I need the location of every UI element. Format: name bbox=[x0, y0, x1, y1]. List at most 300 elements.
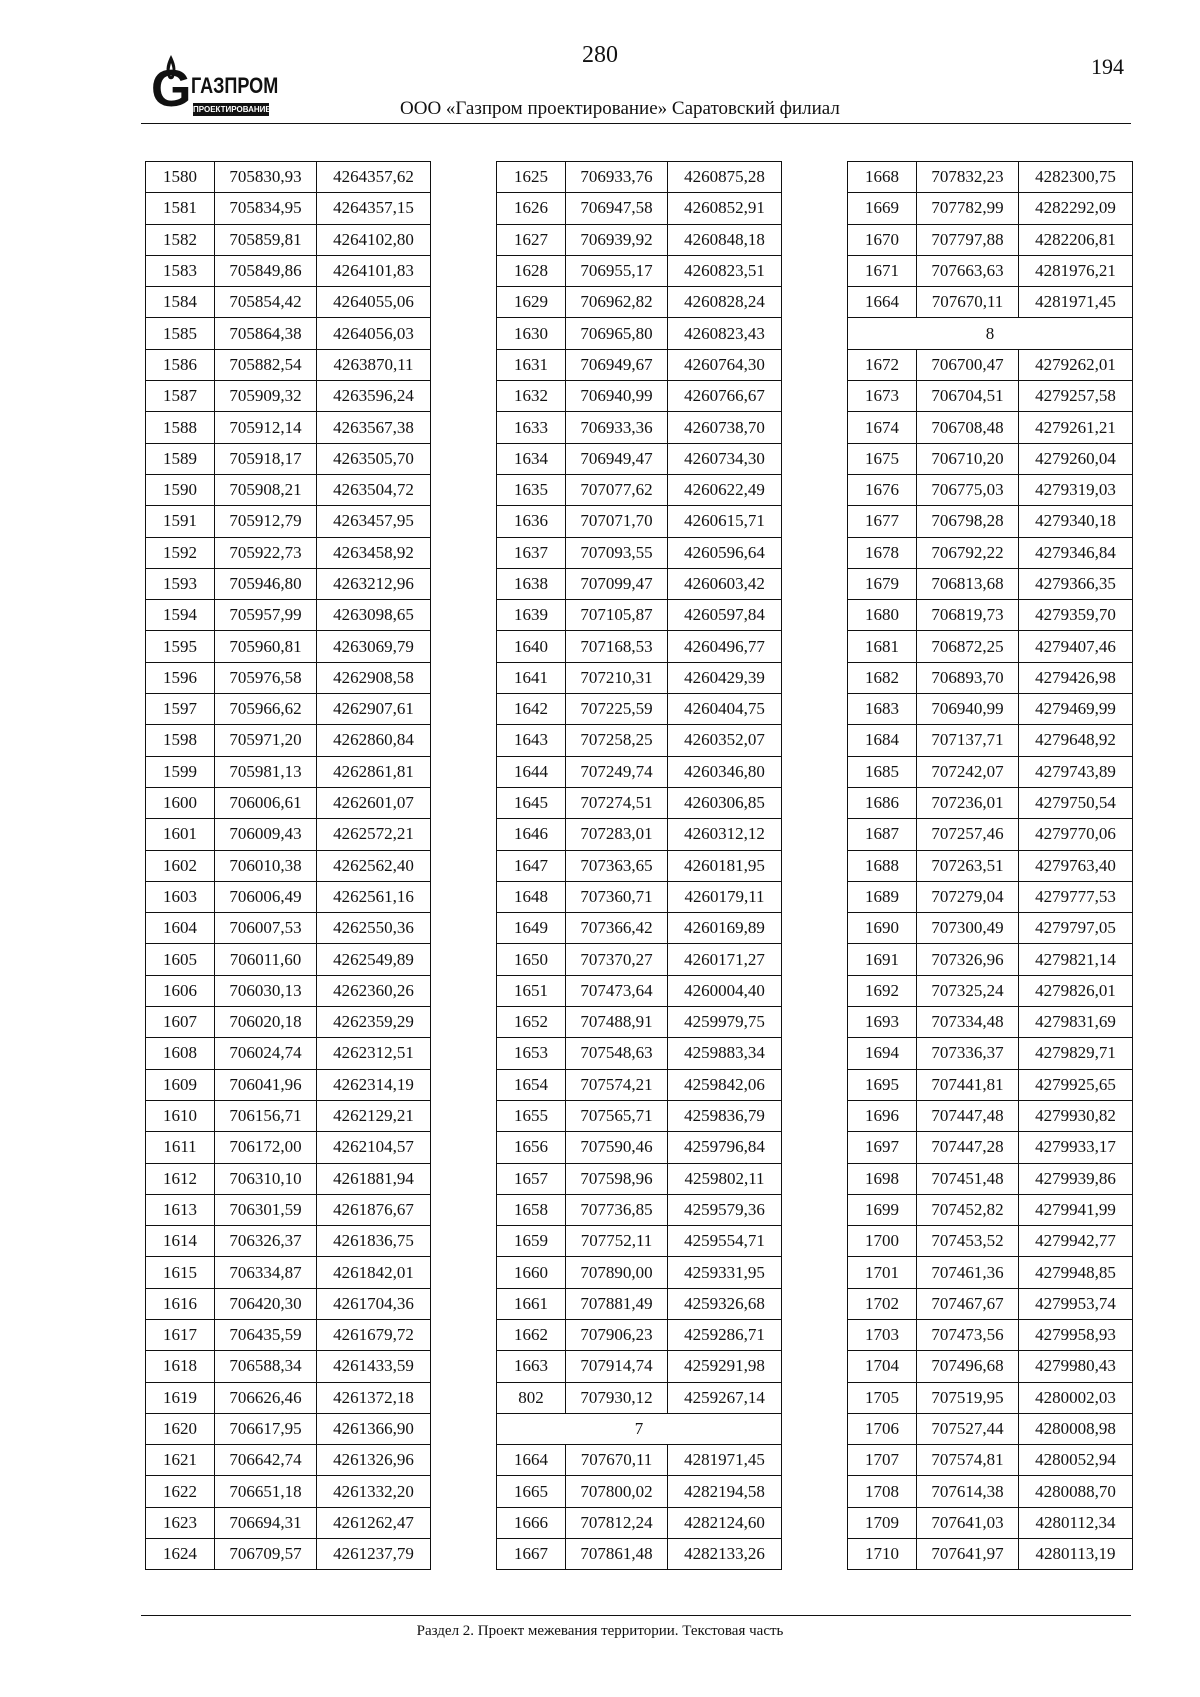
table-row bbox=[848, 881, 1133, 912]
y-coordinate-cell: 4260764,30 bbox=[668, 349, 782, 380]
point-number-cell: 1651 bbox=[497, 975, 566, 1006]
point-number-cell: 1671 bbox=[848, 255, 917, 286]
y-coordinate-cell: 4263069,79 bbox=[317, 631, 431, 662]
x-coordinate-cell: 705834,95 bbox=[215, 193, 317, 224]
x-coordinate-cell: 707366,42 bbox=[566, 913, 668, 944]
x-coordinate-cell: 707527,44 bbox=[917, 1413, 1019, 1444]
y-coordinate-cell: 4260004,40 bbox=[668, 975, 782, 1006]
y-coordinate-cell: 4262907,61 bbox=[317, 694, 431, 725]
x-coordinate-cell: 707752,11 bbox=[566, 1226, 668, 1257]
x-coordinate-cell: 707242,07 bbox=[917, 756, 1019, 787]
header-divider bbox=[141, 123, 1131, 124]
x-coordinate-cell: 707236,01 bbox=[917, 787, 1019, 818]
y-coordinate-cell: 4263596,24 bbox=[317, 381, 431, 412]
y-coordinate-cell: 4262104,57 bbox=[317, 1132, 431, 1163]
y-coordinate-cell: 4259836,79 bbox=[668, 1100, 782, 1131]
x-coordinate-cell: 707093,55 bbox=[566, 537, 668, 568]
x-coordinate-cell: 707670,11 bbox=[917, 287, 1019, 318]
point-number-cell: 1582 bbox=[146, 224, 215, 255]
x-coordinate-cell: 705912,79 bbox=[215, 506, 317, 537]
x-coordinate-cell: 707360,71 bbox=[566, 881, 668, 912]
x-coordinate-cell: 707453,52 bbox=[917, 1226, 1019, 1257]
x-coordinate-cell: 706775,03 bbox=[917, 474, 1019, 505]
x-coordinate-cell: 705908,21 bbox=[215, 474, 317, 505]
table-row bbox=[497, 537, 782, 568]
table-row bbox=[146, 1382, 431, 1413]
y-coordinate-cell: 4260848,18 bbox=[668, 224, 782, 255]
point-number-cell: 1697 bbox=[848, 1132, 917, 1163]
y-coordinate-cell: 4263504,72 bbox=[317, 474, 431, 505]
y-coordinate-cell: 4279340,18 bbox=[1019, 506, 1133, 537]
table-row bbox=[146, 756, 431, 787]
x-coordinate-cell: 707881,49 bbox=[566, 1288, 668, 1319]
y-coordinate-cell: 4260734,30 bbox=[668, 443, 782, 474]
x-coordinate-cell: 705976,58 bbox=[215, 662, 317, 693]
point-number-cell: 1662 bbox=[497, 1319, 566, 1350]
table-row bbox=[146, 1163, 431, 1194]
point-number-cell: 1677 bbox=[848, 506, 917, 537]
y-coordinate-cell: 4279366,35 bbox=[1019, 568, 1133, 599]
x-coordinate-cell: 706872,25 bbox=[917, 631, 1019, 662]
x-coordinate-cell: 706030,13 bbox=[215, 975, 317, 1006]
table-row bbox=[848, 1351, 1133, 1382]
x-coordinate-cell: 706694,31 bbox=[215, 1507, 317, 1538]
table-row bbox=[146, 975, 431, 1006]
x-coordinate-cell: 705882,54 bbox=[215, 349, 317, 380]
footer-section-title: Раздел 2. Проект межевания территории. Текстовая часть bbox=[416, 1623, 784, 1639]
table-row bbox=[848, 255, 1133, 286]
point-number-cell: 1698 bbox=[848, 1163, 917, 1194]
point-number-cell: 1629 bbox=[497, 287, 566, 318]
point-number-cell: 1593 bbox=[146, 568, 215, 599]
y-coordinate-cell: 4279797,05 bbox=[1019, 913, 1133, 944]
point-number-cell: 1684 bbox=[848, 725, 917, 756]
y-coordinate-cell: 4259554,71 bbox=[668, 1226, 782, 1257]
y-coordinate-cell: 4279777,53 bbox=[1019, 881, 1133, 912]
table-row bbox=[146, 913, 431, 944]
point-number-cell: 1589 bbox=[146, 443, 215, 474]
x-coordinate-cell: 706024,74 bbox=[215, 1038, 317, 1069]
y-coordinate-cell: 4263505,70 bbox=[317, 443, 431, 474]
table-row bbox=[848, 1226, 1133, 1257]
y-coordinate-cell: 4263457,95 bbox=[317, 506, 431, 537]
y-coordinate-cell: 4279980,43 bbox=[1019, 1351, 1133, 1382]
table-row bbox=[497, 224, 782, 255]
table-row bbox=[146, 1476, 431, 1507]
point-number-cell: 1591 bbox=[146, 506, 215, 537]
point-number-cell: 1675 bbox=[848, 443, 917, 474]
table-row bbox=[146, 1194, 431, 1225]
y-coordinate-cell: 4263870,11 bbox=[317, 349, 431, 380]
point-number-cell: 1627 bbox=[497, 224, 566, 255]
point-number-cell: 1678 bbox=[848, 537, 917, 568]
x-coordinate-cell: 706798,28 bbox=[917, 506, 1019, 537]
table-row bbox=[848, 381, 1133, 412]
table-row bbox=[848, 1413, 1133, 1444]
y-coordinate-cell: 4260852,91 bbox=[668, 193, 782, 224]
x-coordinate-cell: 706955,17 bbox=[566, 255, 668, 286]
x-coordinate-cell: 706813,68 bbox=[917, 568, 1019, 599]
y-coordinate-cell: 4279426,98 bbox=[1019, 662, 1133, 693]
table-row bbox=[497, 1069, 782, 1100]
table-row bbox=[848, 162, 1133, 193]
table-row bbox=[497, 1100, 782, 1131]
table-row bbox=[497, 913, 782, 944]
table-row bbox=[497, 162, 782, 193]
x-coordinate-cell: 706007,53 bbox=[215, 913, 317, 944]
table-row bbox=[497, 412, 782, 443]
y-coordinate-cell: 4260306,85 bbox=[668, 787, 782, 818]
point-number-cell: 1605 bbox=[146, 944, 215, 975]
y-coordinate-cell: 4259842,06 bbox=[668, 1069, 782, 1100]
table-row bbox=[146, 1351, 431, 1382]
point-number-cell: 1606 bbox=[146, 975, 215, 1006]
point-number-cell: 1668 bbox=[848, 162, 917, 193]
x-coordinate-cell: 707800,02 bbox=[566, 1476, 668, 1507]
point-number-cell: 1701 bbox=[848, 1257, 917, 1288]
y-coordinate-cell: 4262359,29 bbox=[317, 1007, 431, 1038]
x-coordinate-cell: 706949,47 bbox=[566, 443, 668, 474]
table-row bbox=[146, 1539, 431, 1570]
table-row bbox=[146, 1288, 431, 1319]
x-coordinate-cell: 706301,59 bbox=[215, 1194, 317, 1225]
x-coordinate-cell: 707488,91 bbox=[566, 1007, 668, 1038]
point-number-cell: 1655 bbox=[497, 1100, 566, 1131]
table-row bbox=[146, 568, 431, 599]
point-number-cell: 1660 bbox=[497, 1257, 566, 1288]
point-number-cell: 1639 bbox=[497, 600, 566, 631]
y-coordinate-cell: 4259291,98 bbox=[668, 1351, 782, 1382]
point-number-cell: 1692 bbox=[848, 975, 917, 1006]
x-coordinate-cell: 705966,62 bbox=[215, 694, 317, 725]
point-number-cell: 1685 bbox=[848, 756, 917, 787]
point-number-cell: 1631 bbox=[497, 349, 566, 380]
y-coordinate-cell: 4262312,51 bbox=[317, 1038, 431, 1069]
table-row bbox=[848, 287, 1133, 318]
table-row bbox=[848, 1382, 1133, 1413]
table-row bbox=[848, 1507, 1133, 1538]
x-coordinate-cell: 707334,48 bbox=[917, 1007, 1019, 1038]
table-row bbox=[146, 1445, 431, 1476]
y-coordinate-cell: 4260352,07 bbox=[668, 725, 782, 756]
y-coordinate-cell: 4260404,75 bbox=[668, 694, 782, 725]
point-number-cell: 1691 bbox=[848, 944, 917, 975]
point-number-cell: 1598 bbox=[146, 725, 215, 756]
x-coordinate-cell: 707832,23 bbox=[917, 162, 1019, 193]
x-coordinate-cell: 707574,21 bbox=[566, 1069, 668, 1100]
point-number-cell: 1689 bbox=[848, 881, 917, 912]
point-number-cell: 1699 bbox=[848, 1194, 917, 1225]
x-coordinate-cell: 705946,80 bbox=[215, 568, 317, 599]
x-coordinate-cell: 705830,93 bbox=[215, 162, 317, 193]
point-number-cell: 1694 bbox=[848, 1038, 917, 1069]
y-coordinate-cell: 4262572,21 bbox=[317, 819, 431, 850]
x-coordinate-cell: 706020,18 bbox=[215, 1007, 317, 1038]
y-coordinate-cell: 4260169,89 bbox=[668, 913, 782, 944]
table-row bbox=[146, 1413, 431, 1444]
table-row bbox=[848, 1194, 1133, 1225]
table-row bbox=[497, 787, 782, 818]
point-number-cell: 1640 bbox=[497, 631, 566, 662]
y-coordinate-cell: 4279942,77 bbox=[1019, 1226, 1133, 1257]
y-coordinate-cell: 4282133,26 bbox=[668, 1539, 782, 1570]
y-coordinate-cell: 4280008,98 bbox=[1019, 1413, 1133, 1444]
x-coordinate-cell: 705971,20 bbox=[215, 725, 317, 756]
x-coordinate-cell: 707930,12 bbox=[566, 1382, 668, 1413]
x-coordinate-cell: 707461,36 bbox=[917, 1257, 1019, 1288]
x-coordinate-cell: 707496,68 bbox=[917, 1351, 1019, 1382]
point-number-cell: 1658 bbox=[497, 1194, 566, 1225]
table-row bbox=[497, 756, 782, 787]
table-row bbox=[497, 1007, 782, 1038]
y-coordinate-cell: 4262562,40 bbox=[317, 850, 431, 881]
y-coordinate-cell: 4259286,71 bbox=[668, 1319, 782, 1350]
x-coordinate-cell: 706940,99 bbox=[566, 381, 668, 412]
point-number-cell: 1703 bbox=[848, 1319, 917, 1350]
y-coordinate-cell: 4279948,85 bbox=[1019, 1257, 1133, 1288]
table-row bbox=[146, 318, 431, 349]
point-number-cell: 1661 bbox=[497, 1288, 566, 1319]
point-number-cell: 1596 bbox=[146, 662, 215, 693]
x-coordinate-cell: 705864,38 bbox=[215, 318, 317, 349]
table-row bbox=[848, 568, 1133, 599]
point-number-cell: 1580 bbox=[146, 162, 215, 193]
y-coordinate-cell: 4279346,84 bbox=[1019, 537, 1133, 568]
y-coordinate-cell: 4280002,03 bbox=[1019, 1382, 1133, 1413]
y-coordinate-cell: 4260171,27 bbox=[668, 944, 782, 975]
x-coordinate-cell: 706617,95 bbox=[215, 1413, 317, 1444]
x-coordinate-cell: 706792,22 bbox=[917, 537, 1019, 568]
y-coordinate-cell: 4261679,72 bbox=[317, 1319, 431, 1350]
point-number-cell: 1709 bbox=[848, 1507, 917, 1538]
x-coordinate-cell: 706420,30 bbox=[215, 1288, 317, 1319]
table-row bbox=[848, 850, 1133, 881]
x-coordinate-cell: 707812,24 bbox=[566, 1507, 668, 1538]
x-coordinate-cell: 706933,76 bbox=[566, 162, 668, 193]
y-coordinate-cell: 4260823,43 bbox=[668, 318, 782, 349]
point-number-cell: 1599 bbox=[146, 756, 215, 787]
y-coordinate-cell: 4260429,39 bbox=[668, 662, 782, 693]
y-coordinate-cell: 4262601,07 bbox=[317, 787, 431, 818]
table-row bbox=[848, 694, 1133, 725]
point-number-cell: 1686 bbox=[848, 787, 917, 818]
x-coordinate-cell: 707473,64 bbox=[566, 975, 668, 1006]
table-row bbox=[146, 1132, 431, 1163]
table-row bbox=[848, 1007, 1133, 1038]
y-coordinate-cell: 4261262,47 bbox=[317, 1507, 431, 1538]
x-coordinate-cell: 705909,32 bbox=[215, 381, 317, 412]
y-coordinate-cell: 4263098,65 bbox=[317, 600, 431, 631]
x-coordinate-cell: 707598,96 bbox=[566, 1163, 668, 1194]
point-number-cell: 1650 bbox=[497, 944, 566, 975]
x-coordinate-cell: 707258,25 bbox=[566, 725, 668, 756]
point-number-cell: 1705 bbox=[848, 1382, 917, 1413]
y-coordinate-cell: 4279958,93 bbox=[1019, 1319, 1133, 1350]
point-number-cell: 1688 bbox=[848, 850, 917, 881]
x-coordinate-cell: 706704,51 bbox=[917, 381, 1019, 412]
table-row bbox=[497, 1351, 782, 1382]
table-row bbox=[146, 631, 431, 662]
table-row bbox=[848, 1069, 1133, 1100]
table-row bbox=[848, 913, 1133, 944]
x-coordinate-cell: 707168,53 bbox=[566, 631, 668, 662]
x-coordinate-cell: 707641,97 bbox=[917, 1539, 1019, 1570]
point-number-cell: 1667 bbox=[497, 1539, 566, 1570]
x-coordinate-cell: 707641,03 bbox=[917, 1507, 1019, 1538]
table-row bbox=[497, 1476, 782, 1507]
table-row bbox=[146, 1007, 431, 1038]
point-number-cell: 1708 bbox=[848, 1476, 917, 1507]
table-row bbox=[497, 1445, 782, 1476]
point-number-cell: 1597 bbox=[146, 694, 215, 725]
point-number-cell: 1632 bbox=[497, 381, 566, 412]
point-number-cell: 802 bbox=[497, 1382, 566, 1413]
x-coordinate-cell: 707890,00 bbox=[566, 1257, 668, 1288]
table-row bbox=[848, 787, 1133, 818]
table-row bbox=[848, 631, 1133, 662]
coordinates-table-1 bbox=[145, 161, 431, 1570]
footer-divider bbox=[141, 1615, 1131, 1616]
section-header-cell: 7 bbox=[497, 1413, 782, 1444]
y-coordinate-cell: 4259267,14 bbox=[668, 1382, 782, 1413]
y-coordinate-cell: 4261842,01 bbox=[317, 1257, 431, 1288]
table-row bbox=[848, 193, 1133, 224]
coordinates-table-3 bbox=[847, 161, 1133, 1570]
y-coordinate-cell: 4262314,19 bbox=[317, 1069, 431, 1100]
point-number-cell: 1647 bbox=[497, 850, 566, 881]
y-coordinate-cell: 4279319,03 bbox=[1019, 474, 1133, 505]
y-coordinate-cell: 4261326,96 bbox=[317, 1445, 431, 1476]
x-coordinate-cell: 705859,81 bbox=[215, 224, 317, 255]
point-number-cell: 1700 bbox=[848, 1226, 917, 1257]
x-coordinate-cell: 706933,36 bbox=[566, 412, 668, 443]
point-number-cell: 1595 bbox=[146, 631, 215, 662]
point-number-cell: 1670 bbox=[848, 224, 917, 255]
y-coordinate-cell: 4279953,74 bbox=[1019, 1288, 1133, 1319]
x-coordinate-cell: 705854,42 bbox=[215, 287, 317, 318]
x-coordinate-cell: 707447,48 bbox=[917, 1100, 1019, 1131]
table-row bbox=[146, 1069, 431, 1100]
table-row bbox=[497, 944, 782, 975]
y-coordinate-cell: 4279469,99 bbox=[1019, 694, 1133, 725]
y-coordinate-cell: 4279763,40 bbox=[1019, 850, 1133, 881]
table-row bbox=[848, 662, 1133, 693]
table-row bbox=[146, 1257, 431, 1288]
point-number-cell: 1695 bbox=[848, 1069, 917, 1100]
x-coordinate-cell: 706326,37 bbox=[215, 1226, 317, 1257]
point-number-cell: 1633 bbox=[497, 412, 566, 443]
y-coordinate-cell: 4281971,45 bbox=[1019, 287, 1133, 318]
x-coordinate-cell: 707670,11 bbox=[566, 1445, 668, 1476]
point-number-cell: 1622 bbox=[146, 1476, 215, 1507]
x-coordinate-cell: 706011,60 bbox=[215, 944, 317, 975]
x-coordinate-cell: 707210,31 bbox=[566, 662, 668, 693]
x-coordinate-cell: 707447,28 bbox=[917, 1132, 1019, 1163]
point-number-cell: 1654 bbox=[497, 1069, 566, 1100]
y-coordinate-cell: 4262129,21 bbox=[317, 1100, 431, 1131]
point-number-cell: 1673 bbox=[848, 381, 917, 412]
table-row bbox=[497, 1132, 782, 1163]
y-coordinate-cell: 4282300,75 bbox=[1019, 162, 1133, 193]
x-coordinate-cell: 707325,24 bbox=[917, 975, 1019, 1006]
point-number-cell: 1628 bbox=[497, 255, 566, 286]
point-number-cell: 1588 bbox=[146, 412, 215, 443]
y-coordinate-cell: 4264055,06 bbox=[317, 287, 431, 318]
x-coordinate-cell: 707279,04 bbox=[917, 881, 1019, 912]
logo-letter: G bbox=[151, 60, 192, 118]
x-coordinate-cell: 707071,70 bbox=[566, 506, 668, 537]
x-coordinate-cell: 707300,49 bbox=[917, 913, 1019, 944]
y-coordinate-cell: 4279407,46 bbox=[1019, 631, 1133, 662]
table-row bbox=[146, 600, 431, 631]
x-coordinate-cell: 707257,46 bbox=[917, 819, 1019, 850]
table-row bbox=[848, 224, 1133, 255]
table-row bbox=[497, 568, 782, 599]
point-number-cell: 1680 bbox=[848, 600, 917, 631]
x-coordinate-cell: 707326,96 bbox=[917, 944, 1019, 975]
point-number-cell: 1649 bbox=[497, 913, 566, 944]
y-coordinate-cell: 4279826,01 bbox=[1019, 975, 1133, 1006]
table-row bbox=[848, 1476, 1133, 1507]
x-coordinate-cell: 706708,48 bbox=[917, 412, 1019, 443]
x-coordinate-cell: 705922,73 bbox=[215, 537, 317, 568]
table-row bbox=[848, 1100, 1133, 1131]
y-coordinate-cell: 4262908,58 bbox=[317, 662, 431, 693]
x-coordinate-cell: 707663,63 bbox=[917, 255, 1019, 286]
x-coordinate-cell: 707861,48 bbox=[566, 1539, 668, 1570]
table-row bbox=[848, 944, 1133, 975]
x-coordinate-cell: 707225,59 bbox=[566, 694, 668, 725]
x-coordinate-cell: 707105,87 bbox=[566, 600, 668, 631]
point-number-cell: 1682 bbox=[848, 662, 917, 693]
x-coordinate-cell: 707519,95 bbox=[917, 1382, 1019, 1413]
point-number-cell: 1681 bbox=[848, 631, 917, 662]
table-row bbox=[497, 881, 782, 912]
y-coordinate-cell: 4259796,84 bbox=[668, 1132, 782, 1163]
x-coordinate-cell: 706006,49 bbox=[215, 881, 317, 912]
x-coordinate-cell: 707473,56 bbox=[917, 1319, 1019, 1350]
point-number-cell: 1696 bbox=[848, 1100, 917, 1131]
point-number-cell: 1642 bbox=[497, 694, 566, 725]
y-coordinate-cell: 4261332,20 bbox=[317, 1476, 431, 1507]
x-coordinate-cell: 706435,59 bbox=[215, 1319, 317, 1350]
table-row bbox=[848, 725, 1133, 756]
point-number-cell: 1636 bbox=[497, 506, 566, 537]
y-coordinate-cell: 4279260,04 bbox=[1019, 443, 1133, 474]
y-coordinate-cell: 4282206,81 bbox=[1019, 224, 1133, 255]
point-number-cell: 1613 bbox=[146, 1194, 215, 1225]
sheet-number: 194 bbox=[1091, 54, 1124, 79]
x-coordinate-cell: 706642,74 bbox=[215, 1445, 317, 1476]
table-row bbox=[146, 881, 431, 912]
point-number-cell: 1710 bbox=[848, 1539, 917, 1570]
y-coordinate-cell: 4261881,94 bbox=[317, 1163, 431, 1194]
point-number-cell: 1584 bbox=[146, 287, 215, 318]
point-number-cell: 1586 bbox=[146, 349, 215, 380]
logo-wordmark: ГАЗПРОМ bbox=[191, 73, 279, 98]
point-number-cell: 1666 bbox=[497, 1507, 566, 1538]
y-coordinate-cell: 4264357,62 bbox=[317, 162, 431, 193]
table-row bbox=[146, 662, 431, 693]
point-number-cell: 1687 bbox=[848, 819, 917, 850]
point-number-cell: 1683 bbox=[848, 694, 917, 725]
point-number-cell: 1620 bbox=[146, 1413, 215, 1444]
x-coordinate-cell: 706947,58 bbox=[566, 193, 668, 224]
table-row bbox=[146, 474, 431, 505]
x-coordinate-cell: 706709,57 bbox=[215, 1539, 317, 1570]
x-coordinate-cell: 706819,73 bbox=[917, 600, 1019, 631]
point-number-cell: 1603 bbox=[146, 881, 215, 912]
